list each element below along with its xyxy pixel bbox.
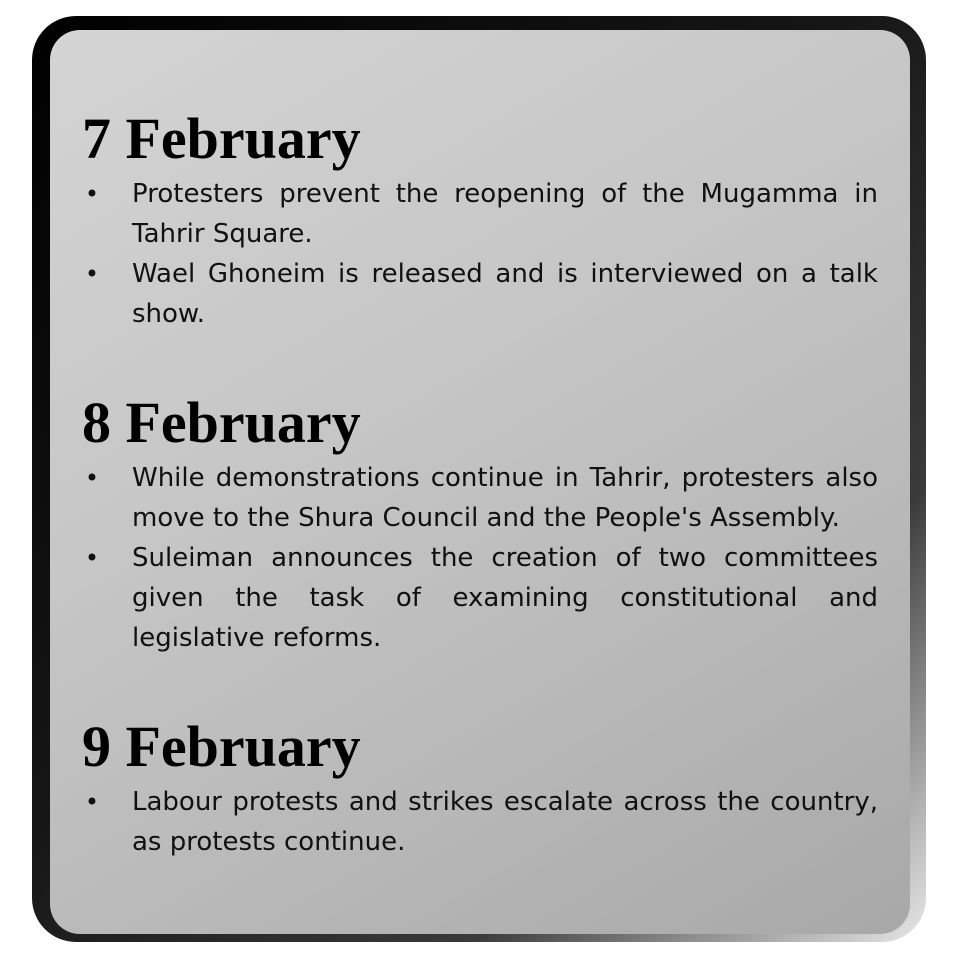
bullet-icon: • xyxy=(84,464,100,492)
bullet-text: Protesters prevent the reopening of the Mugamma in Tahrir Square. xyxy=(132,179,878,249)
bullet-icon: • xyxy=(84,260,100,288)
bullet-item xyxy=(82,458,878,538)
section-heading: 7 February xyxy=(82,106,361,171)
timeline-content xyxy=(82,106,878,862)
section-heading: 9 February xyxy=(82,714,361,779)
bullet-icon: • xyxy=(84,180,100,208)
bullet-text: Labour protests and strikes escalate across the country, as protests continue. xyxy=(132,787,878,857)
timeline-section-7-february xyxy=(82,106,878,334)
bullet-text: While demonstrations continue in Tahrir, protesters also move to the Shura Council and the People's Assembly. xyxy=(132,463,878,533)
bullet-item xyxy=(82,782,878,862)
timeline-section-9-february xyxy=(82,714,878,862)
bullet-item xyxy=(82,174,878,254)
bullet-icon: • xyxy=(84,788,100,816)
section-heading: 8 February xyxy=(82,390,361,455)
bullet-list xyxy=(82,174,878,334)
bullet-item xyxy=(82,254,878,334)
bullet-item xyxy=(82,538,878,658)
bullet-list xyxy=(82,458,878,658)
bullet-list xyxy=(82,782,878,862)
bullet-text: Suleiman announces the creation of two committees given the task of examining constitutional and legislative reforms. xyxy=(132,543,878,653)
bullet-icon: • xyxy=(84,544,100,572)
timeline-section-8-february xyxy=(82,390,878,658)
bullet-text: Wael Ghoneim is released and is interviewed on a talk show. xyxy=(132,259,878,329)
